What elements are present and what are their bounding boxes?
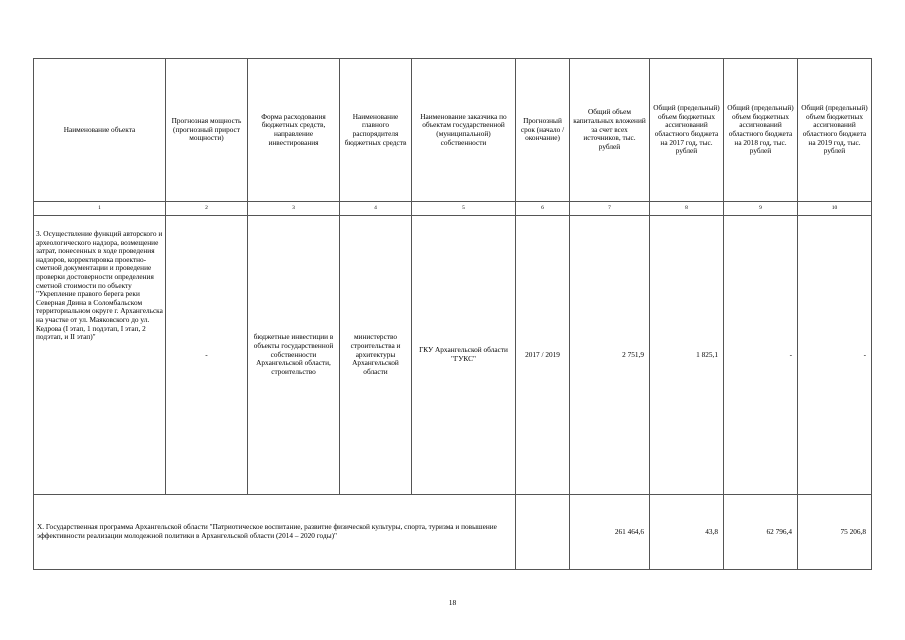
table-row xyxy=(34,495,872,570)
column-number: 10 xyxy=(798,202,872,216)
column-number-row xyxy=(34,202,872,216)
object-name-cell: 3. Осуществление функций авторского и археологического надзора, возмещение затрат, понесенных в ходе проведения надзоров, корректировка проектно-сметной документации и проведение проверки достоверности определения сметной стоимости по объекту "Укрепление правого берега реки Северная Двина в Соломбальском территориальном округе г. Архангельска на участке от ул. Маяковского до ул. Кедрова (I этап, 1 подэтап, I этап, 2 подэтап, и II этап)" xyxy=(34,216,166,495)
total-investment-cell: 2 751,9 xyxy=(570,216,650,495)
table-row xyxy=(34,216,872,495)
term-cell xyxy=(516,495,570,570)
column-number: 8 xyxy=(650,202,724,216)
program-title-cell: X. Государственная программа Архангельской области "Патриотическое воспитание, развитие физической культуры, спорта, туризма и повышение эффективности реализации молодежной политики в Архангельской области (2014 – 2020 годы)" xyxy=(34,495,516,570)
total-investment-cell: 261 464,6 xyxy=(570,495,650,570)
column-number: 1 xyxy=(34,202,166,216)
budget-table xyxy=(33,58,872,570)
header-budget-2017: Общий (предельный) объем бюджетных ассигнований областного бюджета на 2017 год, тыс. рублей xyxy=(650,59,724,202)
customer-cell: ГКУ Архангельской области "ГУКС" xyxy=(412,216,516,495)
header-spending-form: Форма расходования бюджетных средств, направление инвестирования xyxy=(248,59,340,202)
budget-2019-cell: 75 206,8 xyxy=(798,495,872,570)
page-number: 18 xyxy=(448,598,457,607)
header-object-name: Наименование объекта xyxy=(34,59,166,202)
column-number: 5 xyxy=(412,202,516,216)
header-customer: Наименование заказчика по объектам государственной (муниципальной) собственности xyxy=(412,59,516,202)
budget-2018-cell: - xyxy=(724,216,798,495)
column-number: 2 xyxy=(166,202,248,216)
table-header-row xyxy=(34,59,872,202)
header-budget-manager: Наименование главного распорядителя бюджетных средств xyxy=(340,59,412,202)
header-term: Прогнозный срок (начало / окончание) xyxy=(516,59,570,202)
column-number: 6 xyxy=(516,202,570,216)
capacity-cell: - xyxy=(166,216,248,495)
column-number: 3 xyxy=(248,202,340,216)
header-capacity: Прогнозная мощность (прогнозный прирост мощности) xyxy=(166,59,248,202)
header-total-investment: Общий объем капитальных вложений за счет всех источников, тыс. рублей xyxy=(570,59,650,202)
column-number: 9 xyxy=(724,202,798,216)
budget-2017-cell: 43,8 xyxy=(650,495,724,570)
header-budget-2018: Общий (предельный) объем бюджетных ассигнований областного бюджета на 2018 год, тыс. рублей xyxy=(724,59,798,202)
budget-2018-cell: 62 796,4 xyxy=(724,495,798,570)
column-number: 4 xyxy=(340,202,412,216)
budget-2017-cell: 1 825,1 xyxy=(650,216,724,495)
header-budget-2019: Общий (предельный) объем бюджетных ассигнований областного бюджета на 2019 год, тыс. рублей xyxy=(798,59,872,202)
column-number: 7 xyxy=(570,202,650,216)
spending-form-cell: бюджетные инвестиции в объекты государственной собственности Архангельской области, строительство xyxy=(248,216,340,495)
term-cell: 2017 / 2019 xyxy=(516,216,570,495)
budget-manager-cell: министерство строительства и архитектуры Архангельской области xyxy=(340,216,412,495)
budget-2019-cell: - xyxy=(798,216,872,495)
